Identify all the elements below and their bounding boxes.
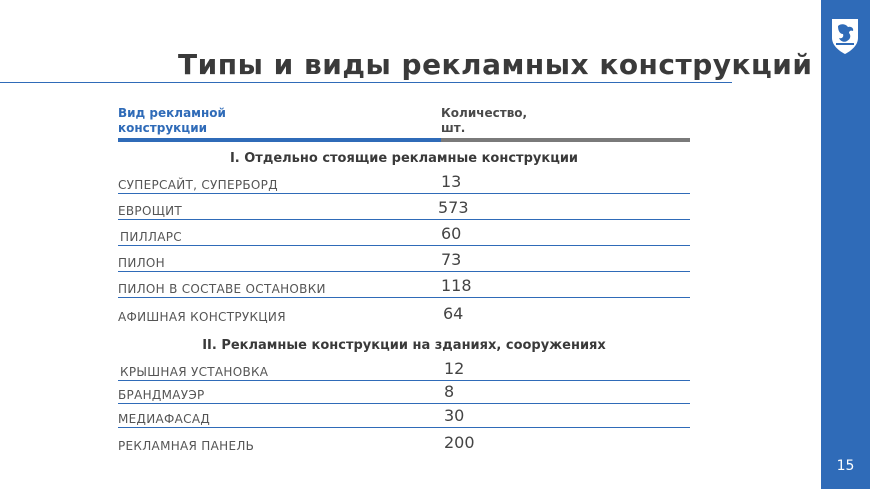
- row-type: РЕКЛАМНАЯ ПАНЕЛЬ: [118, 439, 255, 453]
- row-quantity: 573: [438, 198, 469, 217]
- row-quantity: 60: [441, 224, 462, 243]
- row-type: КРЫШНАЯ УСТАНОВКА: [120, 365, 269, 379]
- table-row: [118, 171, 690, 194]
- column-header-quantity-line2: шт.: [441, 121, 466, 135]
- column-header-type-line2: конструкции: [118, 121, 208, 135]
- column-header-type: [118, 106, 318, 136]
- column-header-quantity-line1: Количество,: [441, 106, 528, 120]
- row-type: БРАНДМАУЭР: [118, 388, 205, 402]
- page-number: 15: [836, 458, 855, 474]
- row-type: АФИШНАЯ КОНСТРУКЦИЯ: [118, 310, 286, 324]
- column-header-quantity: [441, 106, 641, 136]
- row-type: ПИЛЛАРС: [120, 230, 182, 244]
- row-quantity: 12: [444, 359, 465, 378]
- section-title-freestanding: I. Отдельно стоящие рекламные конструкции: [229, 151, 579, 166]
- table-row: [118, 381, 690, 404]
- table-row: [118, 249, 690, 272]
- row-type: ПИЛОН: [118, 256, 165, 270]
- section-title-on-buildings: II. Рекламные конструкции на зданиях, сооружениях: [202, 338, 606, 353]
- row-type: ПИЛОН В СОСТАВЕ ОСТАНОВКИ: [118, 282, 326, 296]
- table-row: [118, 432, 690, 454]
- table-row: [118, 303, 690, 325]
- row-quantity: 13: [441, 172, 462, 191]
- page-title: Типы и виды рекламных конструкций: [178, 48, 813, 81]
- row-quantity: 64: [443, 304, 464, 323]
- sidebar-band: [821, 0, 870, 489]
- title-divider: [0, 82, 732, 83]
- column-header-type-line1: Вид рекламной: [118, 106, 226, 120]
- row-quantity: 30: [444, 406, 465, 425]
- row-quantity: 8: [444, 382, 455, 401]
- table-row: [118, 275, 690, 298]
- row-quantity: 73: [441, 250, 462, 269]
- table-row: [118, 223, 690, 246]
- row-quantity: 118: [441, 276, 472, 295]
- table-row: [118, 197, 690, 220]
- table-row: [118, 405, 690, 428]
- row-type: МЕДИАФАСАД: [118, 412, 210, 426]
- row-type: СУПЕРСАЙТ, СУПЕРБОРД: [118, 178, 278, 192]
- row-type: ЕВРОЩИТ: [118, 204, 183, 218]
- header-bar-quantity: [441, 138, 690, 142]
- header-bar-type: [118, 138, 441, 142]
- row-quantity: 200: [444, 433, 475, 452]
- table-row: [118, 358, 690, 381]
- city-emblem-icon: [829, 16, 861, 56]
